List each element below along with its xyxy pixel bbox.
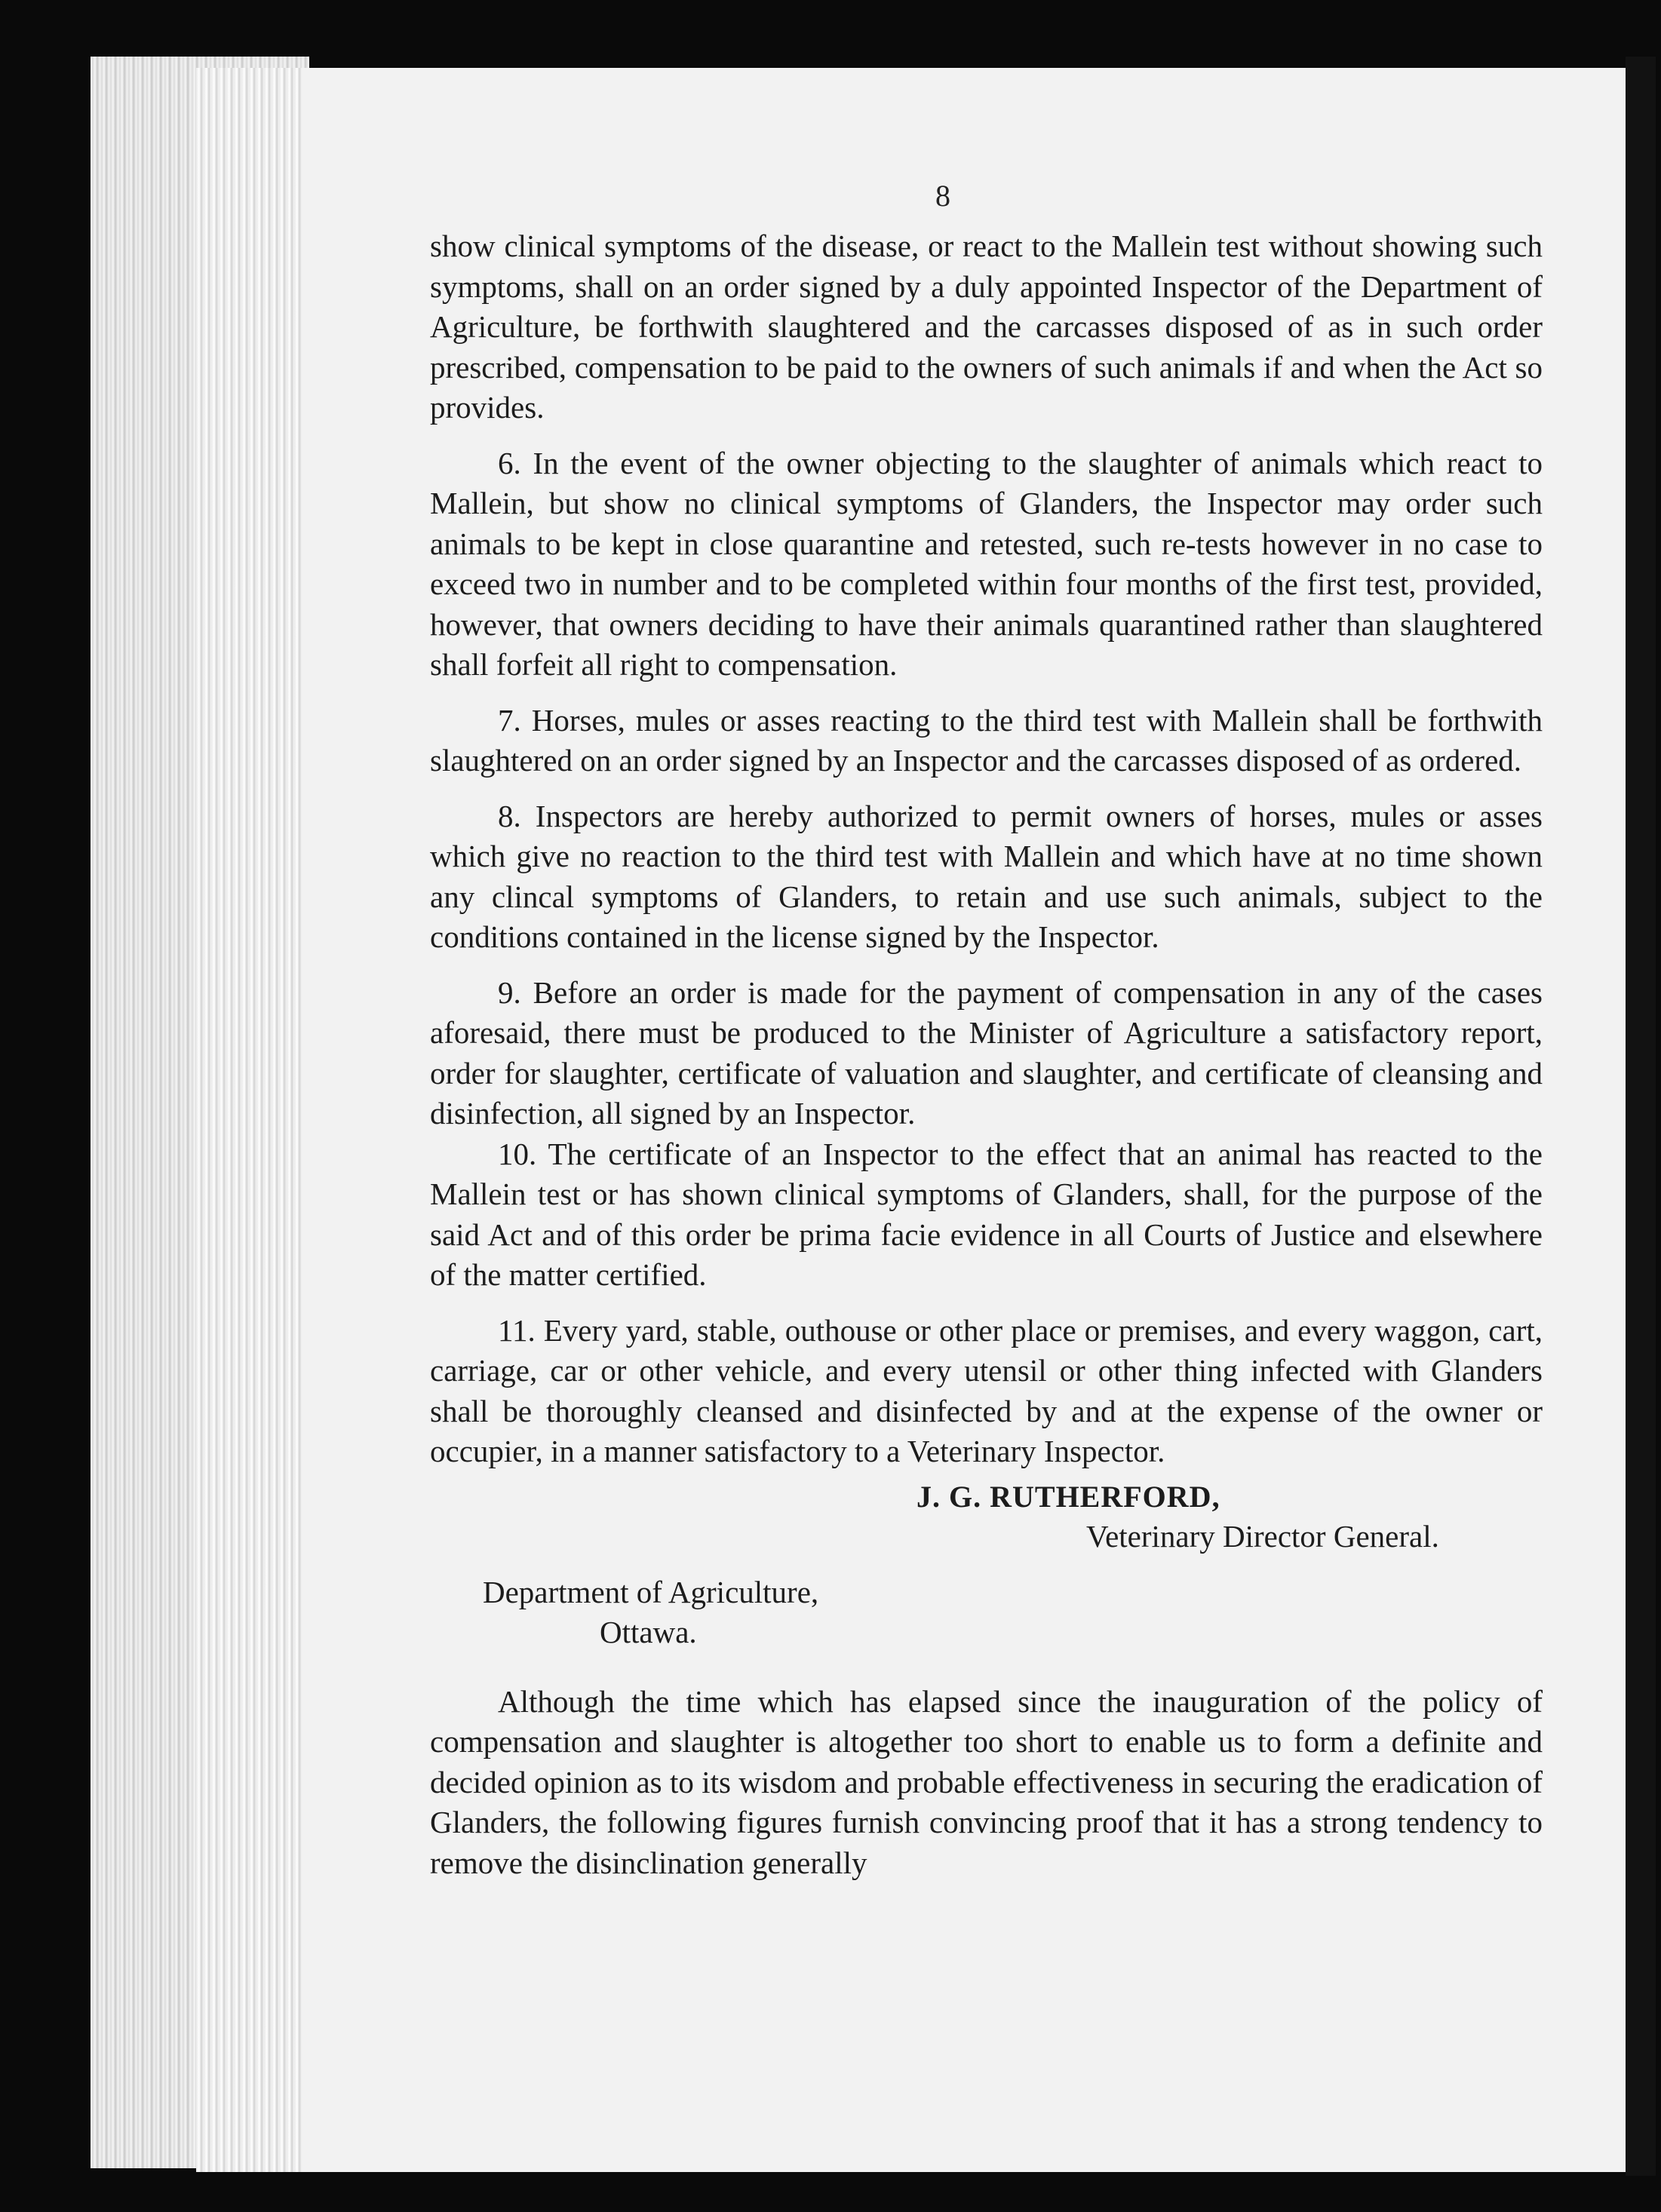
department-name: Department of Agriculture,: [483, 1574, 819, 1609]
page-edges: [196, 68, 309, 2172]
paragraph-8: 8. Inspectors are hereby authorized to permit owners of horses, mules or asses which give no reaction to the third test with Mallein and which have at no time shown any clincal symptoms of Glanders, to retain and use such animals, subject to the conditions contained in the license signed by the Inspector.: [430, 798, 1543, 954]
paragraph-10: 10. The certificate of an Inspector to the effect that an animal has reacted to the Mallein test or has shown clinical symptoms of Glanders, shall, for the purpose of the said Act and of this order be prima facie evidence in all Courts of Justice and elsewhere of the matter certified.: [430, 1136, 1543, 1292]
signature-block: [430, 1477, 1543, 1557]
scan-border: [1626, 57, 1656, 2176]
signatory-title: Veterinary Director General.: [1086, 1519, 1439, 1554]
paragraph-5-continuation: show clinical symptoms of the disease, or react to the Mallein test without showing such symptoms, shall on an order signed by a duly appointed Inspector of the Department of Agriculture, be forthwith slaughtered and the carcasses disposed of as in such order prescribed, compensation to be paid to the owners of such animals if and when the Act so provides.: [430, 229, 1543, 425]
paragraph-6: 6. In the event of the owner objecting to the slaughter of animals which react to Mallein, but show no clinical symptoms of Glanders, the Inspector may order such animals to be kept in close quarantine and retested, such re-tests however in no case to exceed two in number and to be completed within four months of the first test, provided, however, that owners deciding to have their animals quarantined rather than slaughtered shall forfeit all right to compensation.: [430, 445, 1543, 682]
closing-paragraph: Although the time which has elapsed since the inauguration of the policy of compensation and slaughter is altogether too short to enable us to form a definite and decided opinion as to its wisdom and probable effectiveness in securing the eradication of Glanders, the following figures furnish convincing proof that it has a strong tendency to remove the disinclination generally: [430, 1683, 1543, 1880]
paragraph-11: 11. Every yard, stable, outhouse or other place or premises, and every waggon, cart, carriage, car or other vehicle, and every utensil or other thing infected with Glanders shall be thoroughly cleansed and disinfected by and at the expense of the owner or occupier, in a manner satisfactory to a Veterinary Inspector.: [430, 1312, 1543, 1468]
page-number: 8: [935, 179, 950, 213]
document-body: [430, 226, 1543, 1898]
signatory-name: J. G. RUTHERFORD,: [916, 1479, 1220, 1514]
paragraph-7: 7. Horses, mules or asses reacting to the third test with Mallein shall be forthwith slaughtered on an order signed by an Inspector and the carcasses disposed of as ordered.: [430, 702, 1543, 778]
department-city: Ottawa.: [600, 1615, 697, 1649]
paragraph-9: 9. Before an order is made for the payment of compensation in any of the cases aforesaid, there must be produced to the Minister of Agriculture a satisfactory report, order for slaughter, certificate of valuation and slaughter, and certificate of cleansing and disinfection, all signed by an Inspector.: [430, 974, 1543, 1131]
